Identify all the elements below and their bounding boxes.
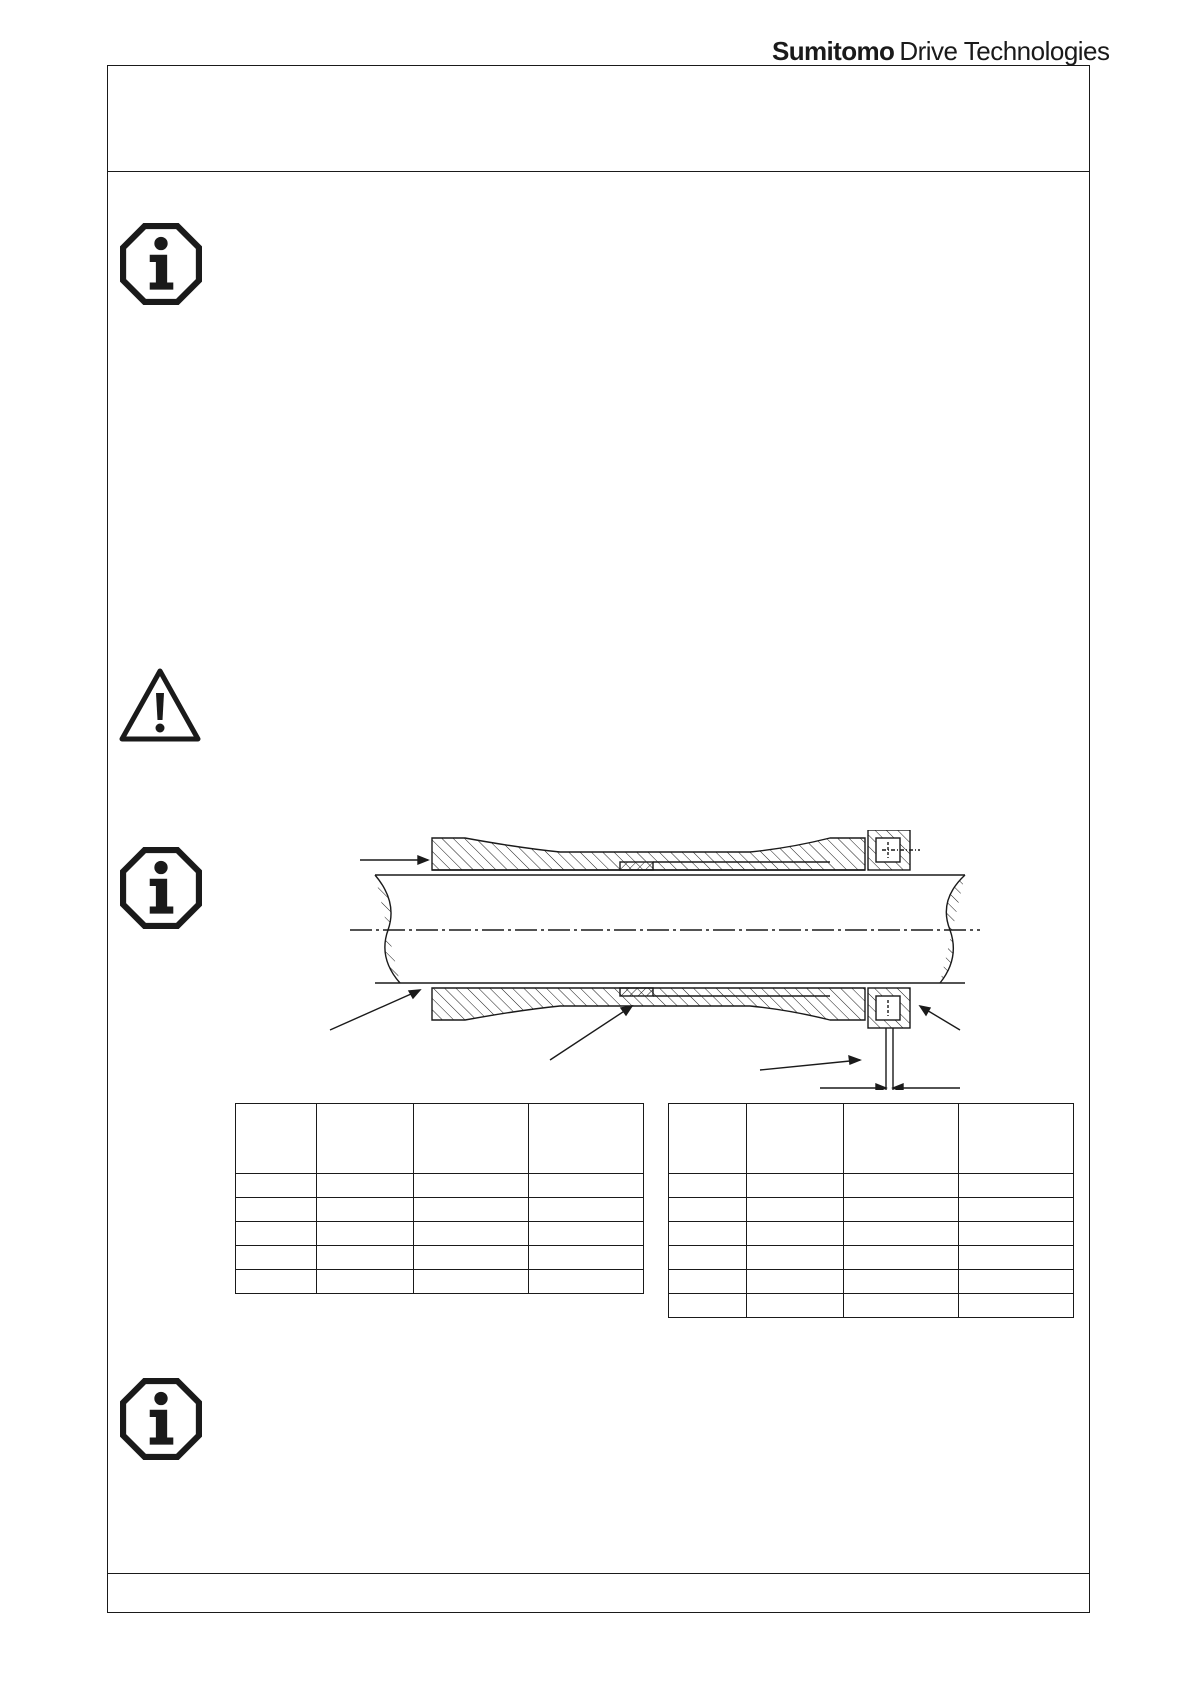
table-cell xyxy=(317,1104,414,1174)
table-cell xyxy=(236,1174,317,1198)
table-cell xyxy=(317,1174,414,1198)
table-cell xyxy=(959,1294,1074,1318)
table-cell xyxy=(669,1104,747,1174)
table-cell xyxy=(747,1222,844,1246)
table-cell xyxy=(747,1198,844,1222)
table-row xyxy=(669,1198,1074,1222)
table-cell xyxy=(959,1270,1074,1294)
table-cell xyxy=(844,1246,959,1270)
table-cell xyxy=(317,1222,414,1246)
table-cell xyxy=(844,1198,959,1222)
table-cell xyxy=(959,1198,1074,1222)
table-cell xyxy=(414,1222,529,1246)
table-cell xyxy=(317,1246,414,1270)
footer-divider xyxy=(107,1573,1090,1574)
table-cell xyxy=(529,1174,644,1198)
table-row xyxy=(236,1246,644,1270)
table-cell xyxy=(236,1198,317,1222)
table-row xyxy=(236,1174,644,1198)
table-row xyxy=(236,1222,644,1246)
table-row xyxy=(669,1246,1074,1270)
table-cell xyxy=(414,1270,529,1294)
table-cell xyxy=(747,1246,844,1270)
table-cell xyxy=(747,1104,844,1174)
table-cell xyxy=(669,1270,747,1294)
table-cell xyxy=(844,1174,959,1198)
info-octagon-icon xyxy=(120,1378,202,1460)
table-cell xyxy=(529,1246,644,1270)
shaft-cross-section-drawing xyxy=(320,830,980,1090)
table-cell xyxy=(236,1246,317,1270)
table-row xyxy=(669,1222,1074,1246)
brand-name-regular: Drive Technologies xyxy=(899,36,1110,66)
table-cell xyxy=(959,1222,1074,1246)
table-cell xyxy=(669,1174,747,1198)
info-octagon-icon xyxy=(120,223,202,305)
table-cell xyxy=(414,1104,529,1174)
table-cell xyxy=(529,1222,644,1246)
table-cell xyxy=(529,1104,644,1174)
table-cell xyxy=(236,1222,317,1246)
table-cell xyxy=(414,1174,529,1198)
table-cell xyxy=(317,1270,414,1294)
table-cell xyxy=(747,1270,844,1294)
spec-table-right xyxy=(668,1103,1074,1318)
table-cell xyxy=(669,1246,747,1270)
table-cell xyxy=(844,1222,959,1246)
table-row xyxy=(669,1174,1074,1198)
spec-table-left xyxy=(235,1103,644,1294)
table-row xyxy=(669,1294,1074,1318)
table-cell xyxy=(959,1246,1074,1270)
table-cell xyxy=(317,1198,414,1222)
table-cell xyxy=(414,1198,529,1222)
table-cell xyxy=(844,1104,959,1174)
table-cell xyxy=(844,1294,959,1318)
table-cell xyxy=(959,1174,1074,1198)
table-cell xyxy=(669,1222,747,1246)
table-cell xyxy=(236,1270,317,1294)
table-cell xyxy=(844,1270,959,1294)
table-cell xyxy=(669,1294,747,1318)
brand-name-bold: Sumitomo xyxy=(772,36,895,66)
table-cell xyxy=(669,1198,747,1222)
table-header-row xyxy=(236,1104,644,1174)
table-cell xyxy=(747,1294,844,1318)
table-row xyxy=(236,1270,644,1294)
table-cell xyxy=(236,1104,317,1174)
table-header-row xyxy=(669,1104,1074,1174)
table-cell xyxy=(747,1174,844,1198)
table-row xyxy=(669,1270,1074,1294)
table-cell xyxy=(529,1198,644,1222)
table-cell xyxy=(414,1246,529,1270)
table-cell xyxy=(529,1270,644,1294)
table-row xyxy=(236,1198,644,1222)
info-octagon-icon xyxy=(120,847,202,929)
table-cell xyxy=(959,1104,1074,1174)
warning-triangle-icon xyxy=(118,665,202,745)
header-divider xyxy=(107,171,1090,172)
brand-logo xyxy=(772,36,1110,67)
